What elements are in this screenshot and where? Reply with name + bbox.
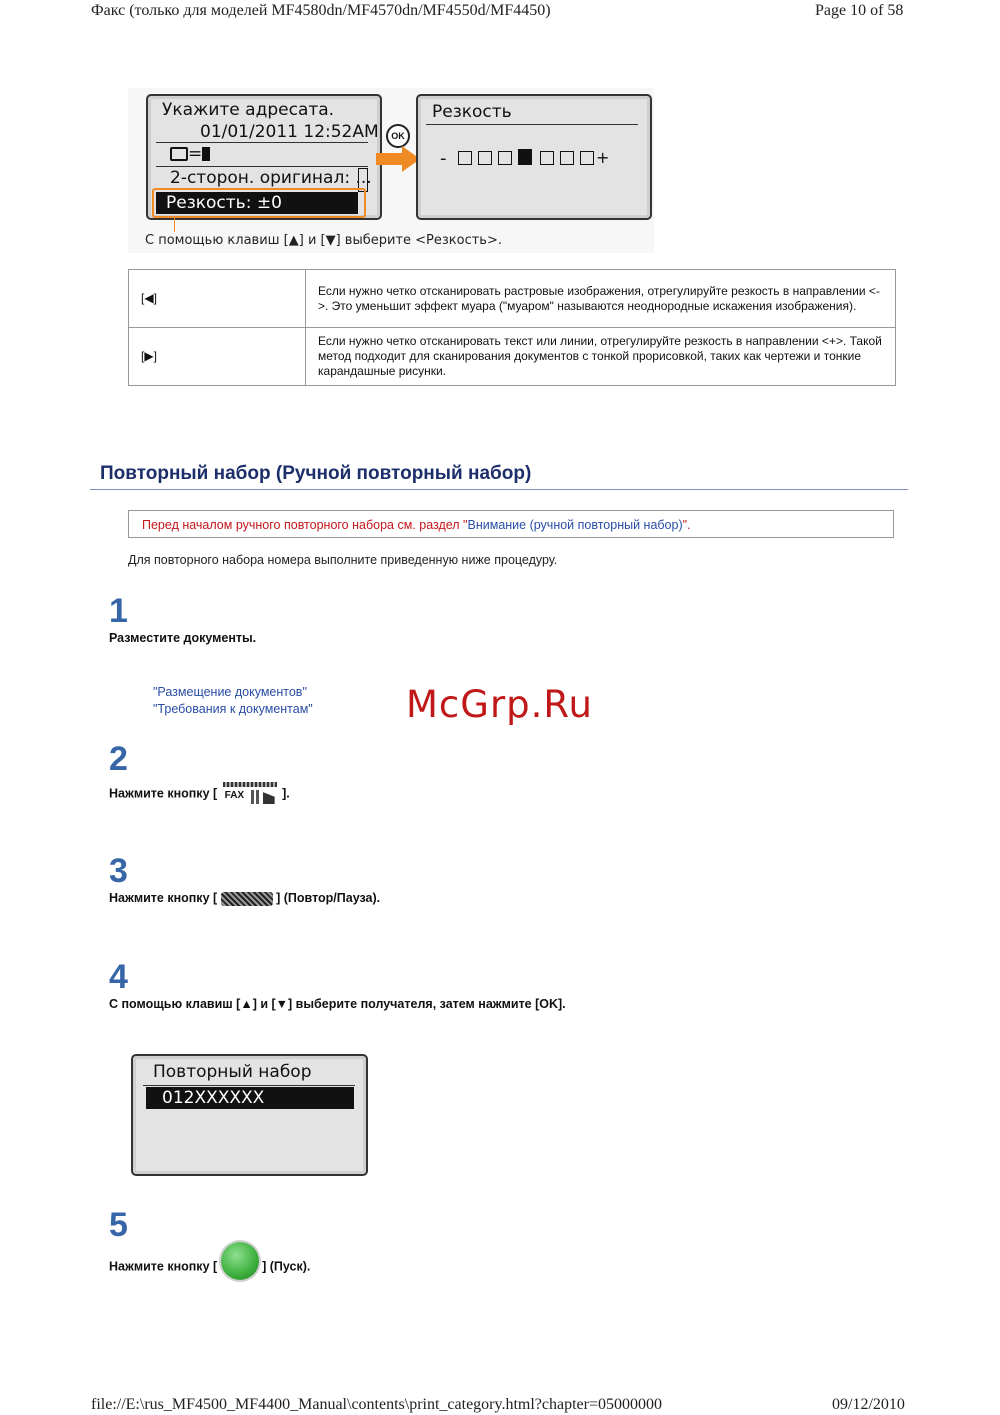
- fax-key-icon: FAX: [221, 782, 279, 806]
- step-text: Нажмите кнопку [ FAX ].: [109, 782, 290, 806]
- lcd-datetime: 01/01/2011 12:52AM: [200, 122, 379, 142]
- step-number: 1: [109, 592, 128, 630]
- table-text: Если нужно четко отсканировать текст или линии, отрегулируйте резкость в направлении <+>. Такой метод подходит для сканирования документов с тонкой прорисовкой, таких как чертежи и тонкие карандашные рисунки.: [306, 328, 896, 386]
- link-document-requirements[interactable]: "Требования к документам": [153, 702, 313, 716]
- fax-line-icon: [170, 147, 188, 161]
- table-key: [▶]: [129, 328, 306, 386]
- step-text: Нажмите кнопку [ ] (Пуск).: [109, 1254, 310, 1280]
- step-number: 3: [109, 852, 128, 890]
- footer-date: 09/12/2010: [832, 1396, 905, 1413]
- ok-icon: OK: [386, 124, 410, 148]
- footer-path: file://E:\rus_MF4500_MF4400_Manual\contents\print_category.html?chapter=05000000: [91, 1396, 663, 1413]
- sharpness-table: [128, 269, 896, 386]
- lcd-redial-value: 012XXXXXX: [146, 1087, 354, 1109]
- section-divider: [90, 489, 908, 490]
- step-number: 4: [109, 958, 128, 996]
- highlight-frame: [152, 188, 366, 218]
- lcd-sharpness-title: Резкость: [432, 102, 512, 122]
- sharpness-minus: -: [440, 148, 447, 169]
- lcd-line-3: =: [170, 144, 210, 164]
- warning-note: Перед началом ручного повторного набора см. раздел "Внимание (ручной повторный набор)".: [128, 510, 894, 538]
- table-key: [◀]: [129, 270, 306, 328]
- lcd-line-4: 2-сторон. оригинал: ...: [170, 168, 372, 188]
- step-text: Разместите документы.: [109, 631, 257, 645]
- sharpness-plus: +: [596, 148, 610, 167]
- intro-text: Для повторного набора номера выполните приведенную ниже процедуру.: [128, 553, 558, 567]
- page-number: Page 10 of 58: [815, 2, 904, 19]
- page-header-title: Факс (только для моделей MF4580dn/MF4570dn/MF4550d/MF4450): [91, 2, 551, 19]
- step-text: Нажмите кнопку [ ] (Повтор/Пауза).: [109, 891, 381, 905]
- table-row: [129, 270, 896, 328]
- table-text: Если нужно четко отсканировать растровые изображения, отрегулируйте резкость в направлении <->. Это уменьшит эффект муара ("муаром" называются неоднородные искажения изображения).: [306, 270, 896, 328]
- figure-caption: С помощью клавиш [▲] и [▼] выберите <Резкость>.: [145, 233, 502, 248]
- link-placing-documents[interactable]: "Размещение документов": [153, 685, 307, 699]
- redial-pause-key-icon: [221, 892, 273, 906]
- lcd-screen-redial: [131, 1054, 368, 1176]
- table-row: [129, 328, 896, 386]
- lcd-line-1: Укажите адресата.: [162, 100, 335, 120]
- lcd-redial-title: Повторный набор: [153, 1062, 312, 1082]
- lcd-highlight-sharpness: Резкость: ±0: [156, 192, 358, 214]
- lcd-screen-sharpness: [416, 94, 652, 220]
- step-number: 5: [109, 1206, 128, 1244]
- section-title: Повторный набор (Ручной повторный набор): [100, 463, 532, 484]
- start-button-icon: [221, 1242, 259, 1280]
- caution-link[interactable]: Внимание (ручной повторный набор): [467, 518, 683, 532]
- step-number: 2: [109, 740, 128, 778]
- step-text: С помощью клавиш [▲] и [▼] выберите получателя, затем нажмите [OK].: [109, 997, 566, 1011]
- watermark: McGrp.Ru: [406, 683, 593, 726]
